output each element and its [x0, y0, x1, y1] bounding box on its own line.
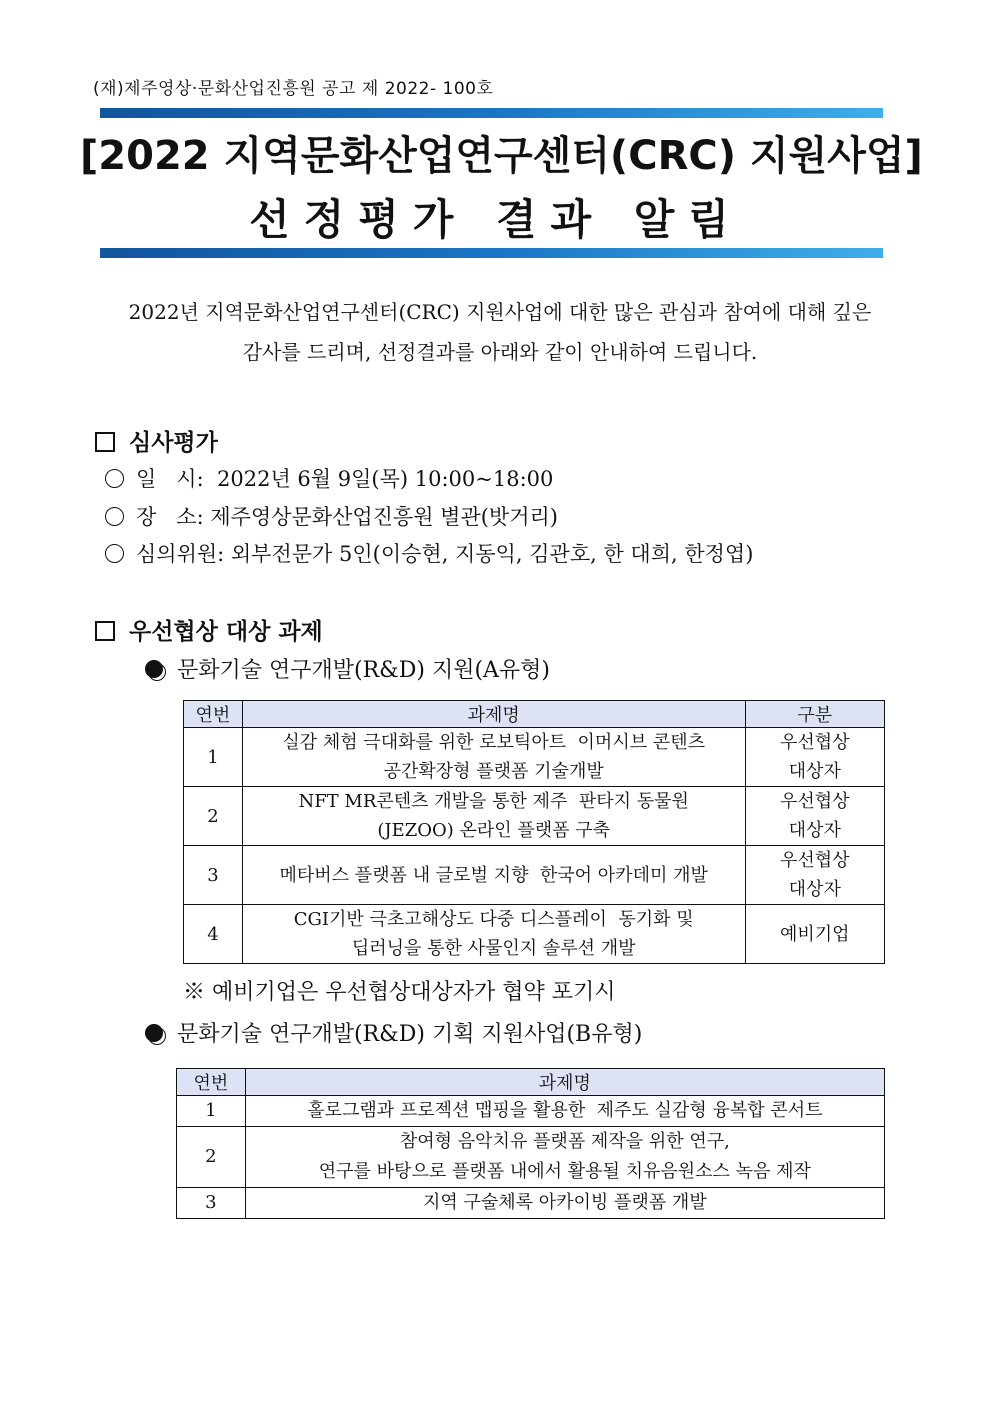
row-name: [242, 787, 745, 846]
typeA-table: [183, 700, 885, 964]
review-committee-item: [105, 538, 753, 568]
table-row: [177, 1127, 885, 1188]
page-title: [2022 지역문화산업연구센터(CRC) 지원사업]: [80, 133, 923, 179]
intro-line-1: 2022년 지역문화산업연구센터(CRC) 지원사업에 대한 많은 관심과 참여에 대해 깊은: [128, 300, 872, 324]
table-row: [184, 846, 885, 905]
row-no: 4: [184, 905, 243, 964]
row-category: [745, 787, 884, 846]
col-header-no: 연번: [177, 1069, 246, 1096]
row-category-line2: 대상자: [788, 879, 841, 900]
row-no: 3: [184, 846, 243, 905]
review-place-text: 장 소: 제주영상문화산업진흥원 별관(밧거리): [136, 505, 558, 529]
row-name-line2: 연구를 바탕으로 플랫폼 내에서 활용될 치유음원소스 녹음 제작: [318, 1161, 811, 1182]
table-row: [184, 728, 885, 787]
circle-bullet-icon: [105, 544, 124, 563]
review-date-text: 일 시: 2022년 6월 9일(목) 10:00~18:00: [136, 467, 554, 491]
shadowed-circle-bullet-icon: [145, 1024, 163, 1042]
col-header-name: 과제명: [242, 701, 745, 728]
typeB-title-text: 문화기술 연구개발(R&D) 기획 지원사업(B유형): [177, 1022, 643, 1047]
page-subtitle: 선정평가 결과 알림: [249, 195, 743, 244]
row-category-line2: 대상자: [788, 820, 841, 841]
row-name-line1: CGI기반 극초고해상도 다중 디스플레이 동기화 및: [293, 909, 694, 930]
row-category: [745, 905, 884, 964]
row-name-line1: 지역 구술체록 아카이빙 플랫폼 개발: [423, 1192, 707, 1213]
row-name: [242, 846, 745, 905]
row-name: [245, 1188, 884, 1219]
row-no: 3: [177, 1188, 246, 1219]
section-review-label: 심사평가: [129, 429, 218, 456]
row-category-line1: 우선협상: [779, 732, 850, 753]
table-header-row: [177, 1069, 885, 1096]
row-category-line1: 예비기업: [779, 923, 850, 945]
row-name-line2: 공간확장형 플랫폼 기술개발: [383, 761, 604, 782]
title-bar-top: [100, 108, 883, 118]
row-name-line1: 실감 체험 극대화를 위한 로보틱아트 이머시브 콘텐츠: [282, 732, 705, 753]
row-category-line1: 우선협상: [779, 791, 850, 812]
review-date-item: [105, 463, 553, 493]
notice-number: (재)제주영상·문화산업진흥원 공고 제 2022- 100호: [93, 79, 494, 99]
title-bar-bottom: [100, 248, 883, 258]
intro-line-2: 감사를 드리며, 선정결과를 아래와 같이 안내하여 드립니다.: [242, 340, 758, 364]
typeA-title-text: 문화기술 연구개발(R&D) 지원(A유형): [177, 658, 551, 683]
checkbox-square-icon: [95, 432, 115, 452]
row-name-line1: 홀로그램과 프로젝션 맵핑을 활용한 제주도 실감형 융복합 콘서트: [307, 1100, 823, 1121]
circle-bullet-icon: [105, 469, 124, 488]
reserve-note: ※ 예비기업은 우선협상대상자가 협약 포기시: [183, 980, 616, 1005]
table-row: [184, 905, 885, 964]
typeA-title: [145, 653, 550, 684]
circle-bullet-icon: [105, 507, 124, 526]
row-category: [745, 846, 884, 905]
row-name-line1: 메타버스 플랫폼 내 글로벌 지향 한국어 아카데미 개발: [279, 864, 708, 886]
row-name-line1: NFT MR콘텐츠 개발을 통한 제주 판타지 동물원: [298, 791, 689, 812]
row-name-line2: 딥러닝을 통한 사물인지 솔루션 개발: [351, 938, 636, 959]
row-no: 2: [177, 1127, 246, 1188]
section-review-heading: [95, 424, 218, 457]
col-header-name: 과제명: [245, 1069, 884, 1096]
row-name: [242, 905, 745, 964]
table-row: [184, 787, 885, 846]
row-name-line1: 참여형 음악치유 플랫폼 제작을 위한 연구,: [399, 1131, 730, 1152]
row-category-line1: 우선협상: [779, 850, 850, 871]
typeB-table: [176, 1068, 885, 1219]
row-category: [745, 728, 884, 787]
review-committee-text: 심의위원: 외부전문가 5인(이승현, 지동익, 김관호, 한 대희, 한정엽): [136, 542, 754, 566]
row-name-line2: (JEZOO) 온라인 플랫폼 구축: [377, 820, 611, 841]
row-name: [242, 728, 745, 787]
shadowed-circle-bullet-icon: [145, 660, 163, 678]
row-no: 1: [177, 1096, 246, 1127]
row-category-line2: 대상자: [788, 761, 841, 782]
table-row: [177, 1188, 885, 1219]
col-header-category: 구분: [745, 701, 884, 728]
col-header-no: 연번: [184, 701, 243, 728]
table-row: [177, 1096, 885, 1127]
section-priority-label: 우선협상 대상 과제: [129, 618, 323, 645]
review-place-item: [105, 501, 558, 531]
section-priority-heading: [95, 613, 323, 646]
row-no: 2: [184, 787, 243, 846]
row-name: [245, 1127, 884, 1188]
checkbox-square-icon: [95, 621, 115, 641]
table-header-row: [184, 701, 885, 728]
typeB-title: [145, 1017, 642, 1048]
intro-text: [100, 292, 900, 372]
row-no: 1: [184, 728, 243, 787]
row-name: [245, 1096, 884, 1127]
